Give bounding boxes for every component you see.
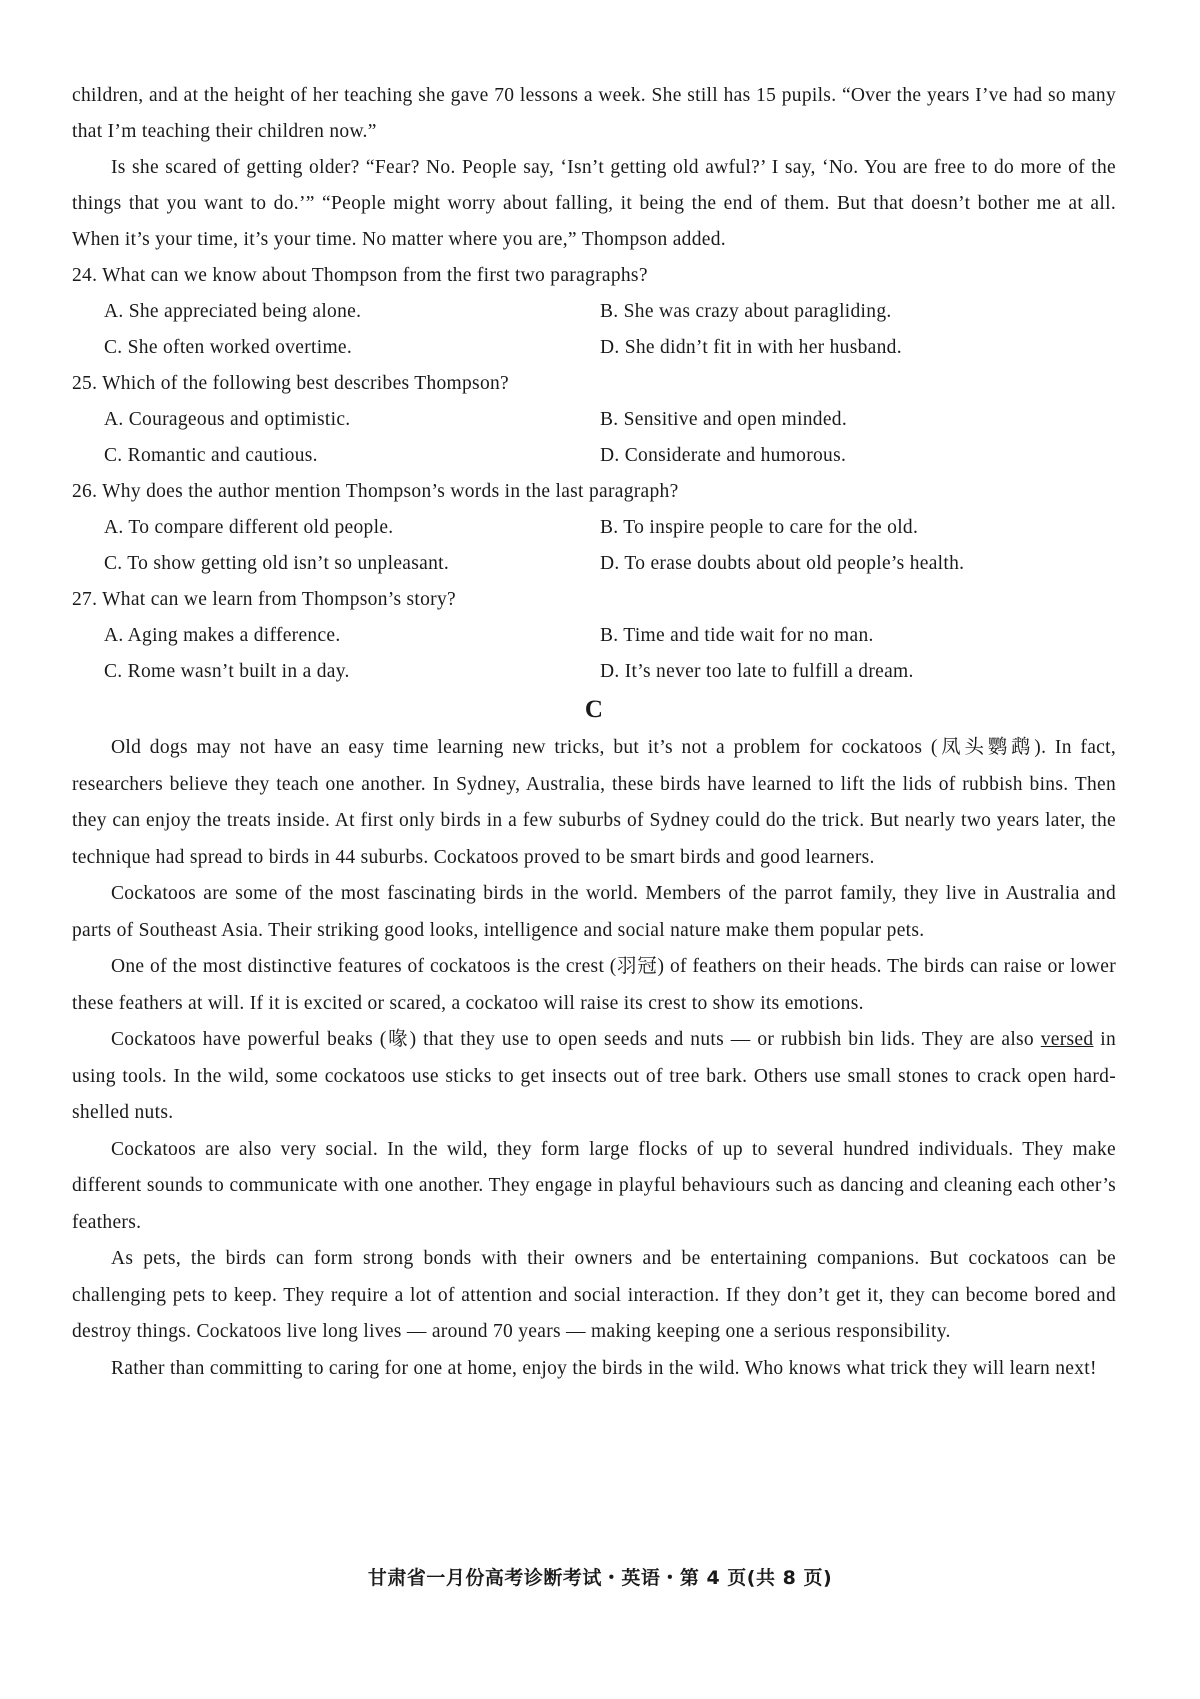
- option-c: C. To show getting old isn’t so unpleasant.: [104, 553, 450, 574]
- option-d: D. To erase doubts about old people’s health.: [600, 553, 965, 574]
- question-26: [72, 474, 1116, 582]
- passage-c: [72, 730, 1116, 1387]
- option-b: B. Sensitive and open minded.: [600, 409, 848, 430]
- question-24: [72, 258, 1116, 366]
- page-footer: 甘肃省一月份高考诊断考试・英语・第 4 页(共 8 页): [367, 1567, 833, 1589]
- option-d: D. Considerate and humorous.: [600, 445, 847, 466]
- option-c: C. Rome wasn’t built in a day.: [104, 661, 350, 682]
- answer-options: [72, 294, 1116, 366]
- option-a: A. She appreciated being alone.: [104, 301, 362, 322]
- answer-options: [72, 618, 1116, 690]
- answer-options: [72, 402, 1116, 474]
- passage-c-paragraph: One of the most distinctive features of cockatoos is the crest (羽冠) of feathers on their heads. The birds can raise or lower these feathers at will. If it is excited or scared, a cockatoo will raise its crest to show its emotions.: [72, 956, 1116, 1014]
- option-c: C. Romantic and cautious.: [104, 445, 318, 466]
- option-c: C. She often worked overtime.: [104, 337, 353, 358]
- option-b: B. Time and tide wait for no man.: [600, 625, 874, 646]
- passage-b-paragraph: Is she scared of getting older? “Fear? No. People say, ‘Isn’t getting old awful?’ I say, ‘No. You are free to do more of the things that you want to do.’” “People might worry about falling, it being the end of them. But that doesn’t bother me at all. When it’s your time, it’s your time. No matter where you are,” Thompson added.: [72, 157, 1116, 250]
- option-b: B. She was crazy about paragliding.: [600, 301, 892, 322]
- option-d: D. It’s never too late to fulfill a dream.: [600, 661, 914, 682]
- paragraph-text: in using tools. In the wild, some cockatoos use sticks to get insects out of tree bark. Others use small stones to crack open hard-shelled nuts.: [72, 1029, 1116, 1123]
- exam-page: [72, 78, 1116, 1387]
- underlined-word: versed: [1040, 1029, 1094, 1050]
- passage-c-paragraph: Rather than committing to caring for one at home, enjoy the birds in the wild. Who knows what trick they will learn next!: [111, 1357, 1097, 1379]
- passage-c-paragraph: Cockatoos are some of the most fascinating birds in the world. Members of the parrot family, they live in Australia and parts of Southeast Asia. Their striking good looks, intelligence and social nature make them popular pets.: [72, 883, 1116, 941]
- passage-b-paragraph: children, and at the height of her teaching she gave 70 lessons a week. She still has 15 pupils. “Over the years I’ve had so many that I’m teaching their children now.”: [72, 85, 1116, 142]
- option-d: D. She didn’t fit in with her husband.: [600, 337, 902, 358]
- section-heading: C: [584, 696, 604, 723]
- passage-c-paragraph: [72, 1022, 1116, 1132]
- paragraph-text: Cockatoos have powerful beaks (喙) that they use to open seeds and nuts — or rubbish bin lids. They are also: [111, 1029, 1041, 1050]
- option-b: B. To inspire people to care for the old.: [600, 517, 919, 538]
- option-a: A. Courageous and optimistic.: [104, 409, 351, 430]
- option-a: A. To compare different old people.: [104, 517, 394, 538]
- passage-c-paragraph: As pets, the birds can form strong bonds with their owners and be entertaining companions. But cockatoos can be challenging pets to keep. They require a lot of attention and social interaction. If they don’t get it, they can become bored and destroy things. Cockatoos live long lives — around 70 years — making keeping one a serious responsibility.: [72, 1248, 1116, 1342]
- question-27: [72, 582, 1116, 690]
- option-a: A. Aging makes a difference.: [104, 625, 341, 646]
- answer-options: [72, 510, 1116, 582]
- question-stem: 26. Why does the author mention Thompson’s words in the last paragraph?: [72, 481, 679, 502]
- passage-c-paragraph: Cockatoos are also very social. In the wild, they form large flocks of up to several hundred individuals. They make different sounds to communicate with one another. They engage in playful behaviours such as dancing and cleaning each other’s feathers.: [72, 1138, 1116, 1233]
- question-stem: 27. What can we learn from Thompson’s story?: [72, 589, 456, 610]
- passage-c-paragraph: Old dogs may not have an easy time learning new tricks, but it’s not a problem for cockatoos (凤头鹦鹉). In fact, researchers believe they teach one another. In Sydney, Australia, these birds have learned to lift the lids of rubbish bins. Then they can enjoy the treats inside. At first only birds in a few suburbs of Sydney could do the trick. But nearly two years later, the technique had spread to birds in 44 suburbs. Cockatoos proved to be smart birds and good learners.: [72, 737, 1116, 868]
- question-stem: 25. Which of the following best describes Thompson?: [72, 373, 510, 394]
- question-25: [72, 366, 1116, 474]
- question-stem: 24. What can we know about Thompson from the first two paragraphs?: [72, 265, 648, 286]
